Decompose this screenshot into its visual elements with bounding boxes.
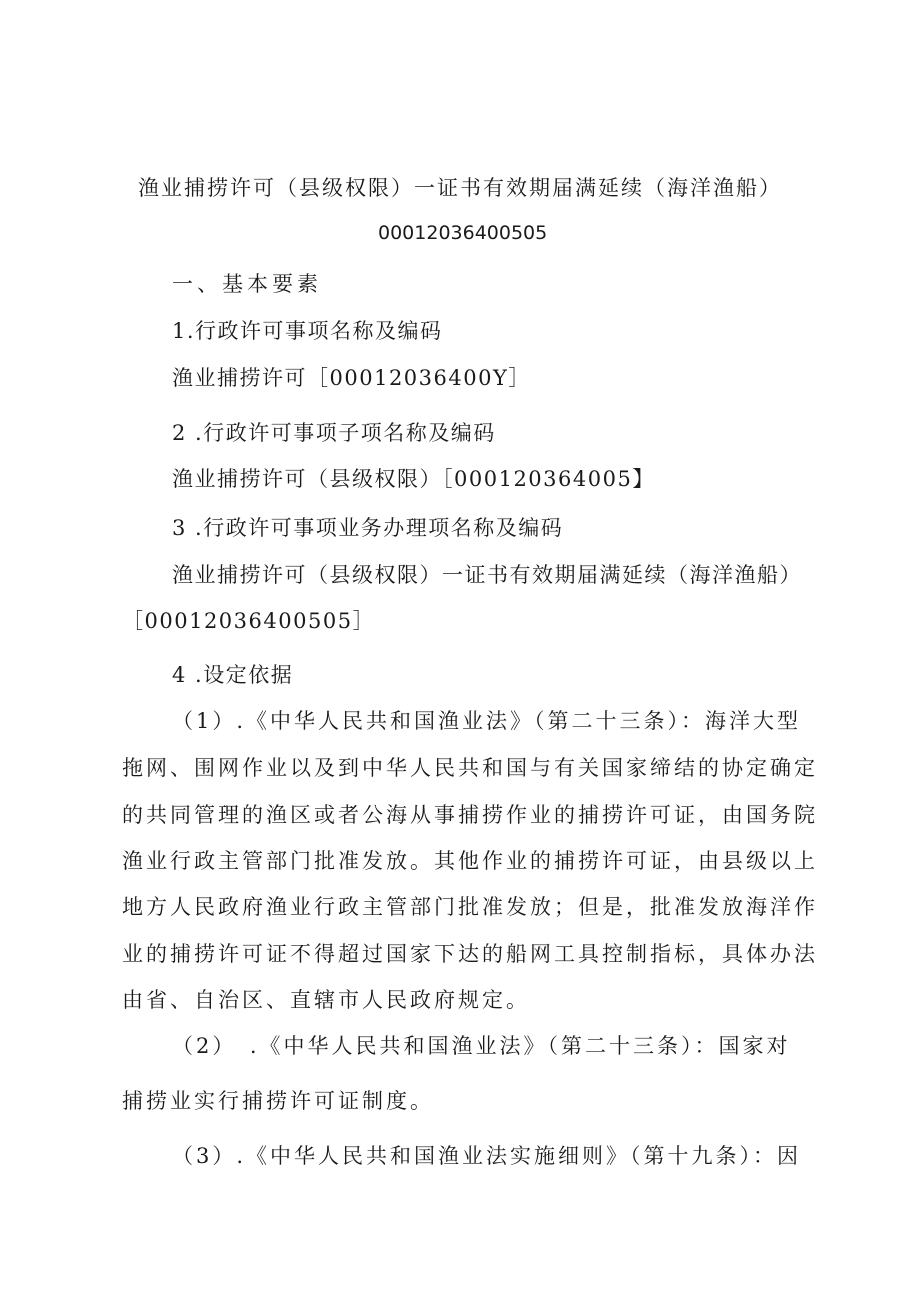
item1-heading: 1.行政许可事项名称及编码 [172, 319, 443, 343]
paragraph-line: 业的捕捞许可证不得超过国家下达的船网工具控制指标，具体办法 [122, 942, 818, 966]
paragraph-line: 地方人民政府渔业行政主管部门批准发放；但是，批准发放海洋作 [122, 895, 818, 919]
item2-heading: 2 .行政许可事项子项名称及编码 [172, 421, 496, 445]
item2-value: 渔业捕捞许可（县级权限）［000120364005】 [172, 467, 655, 491]
item3-heading: 3 .行政许可事项业务办理项名称及编码 [172, 516, 564, 540]
item4-heading: 4 .设定依据 [172, 663, 294, 687]
item3-value-line1: 渔业捕捞许可（县级权限）一证书有效期届满延续（海洋渔船） [172, 563, 802, 587]
document-title-code: 00012036400505 [378, 222, 548, 244]
section-heading-basic-elements: 一、基本要素 [172, 272, 322, 296]
item1-value: 渔业捕捞许可［00012036400Y］ [172, 366, 531, 390]
paragraph-line: （2） .《中华人民共和国渔业法》（第二十三条）：国家对 [172, 1034, 791, 1058]
paragraph-line: 捕捞业实行捕捞许可证制度。 [122, 1089, 434, 1113]
paragraph-line: （1）.《中华人民共和国渔业法》（第二十三条）：海洋大型 [172, 709, 802, 733]
paragraph-line: 渔业行政主管部门批准发放。其他作业的捕捞许可证，由县级以上 [122, 849, 818, 873]
paragraph-line: 的共同管理的渔区或者公海从事捕捞作业的捕捞许可证，由国务院 [122, 803, 818, 827]
item3-value-line2: ［00012036400505］ [122, 609, 376, 633]
paragraph-line: 拖网、围网作业以及到中华人民共和国与有关国家缔结的协定确定 [122, 756, 818, 780]
document-title-line1: 渔业捕捞许可（县级权限）一证书有效期届满延续（海洋渔船） [138, 176, 782, 200]
paragraph-line: （3）.《中华人民共和国渔业法实施细则》（第十九条）：因 [172, 1144, 802, 1168]
paragraph-line: 由省、自治区、直辖市人民政府规定。 [122, 988, 530, 1012]
